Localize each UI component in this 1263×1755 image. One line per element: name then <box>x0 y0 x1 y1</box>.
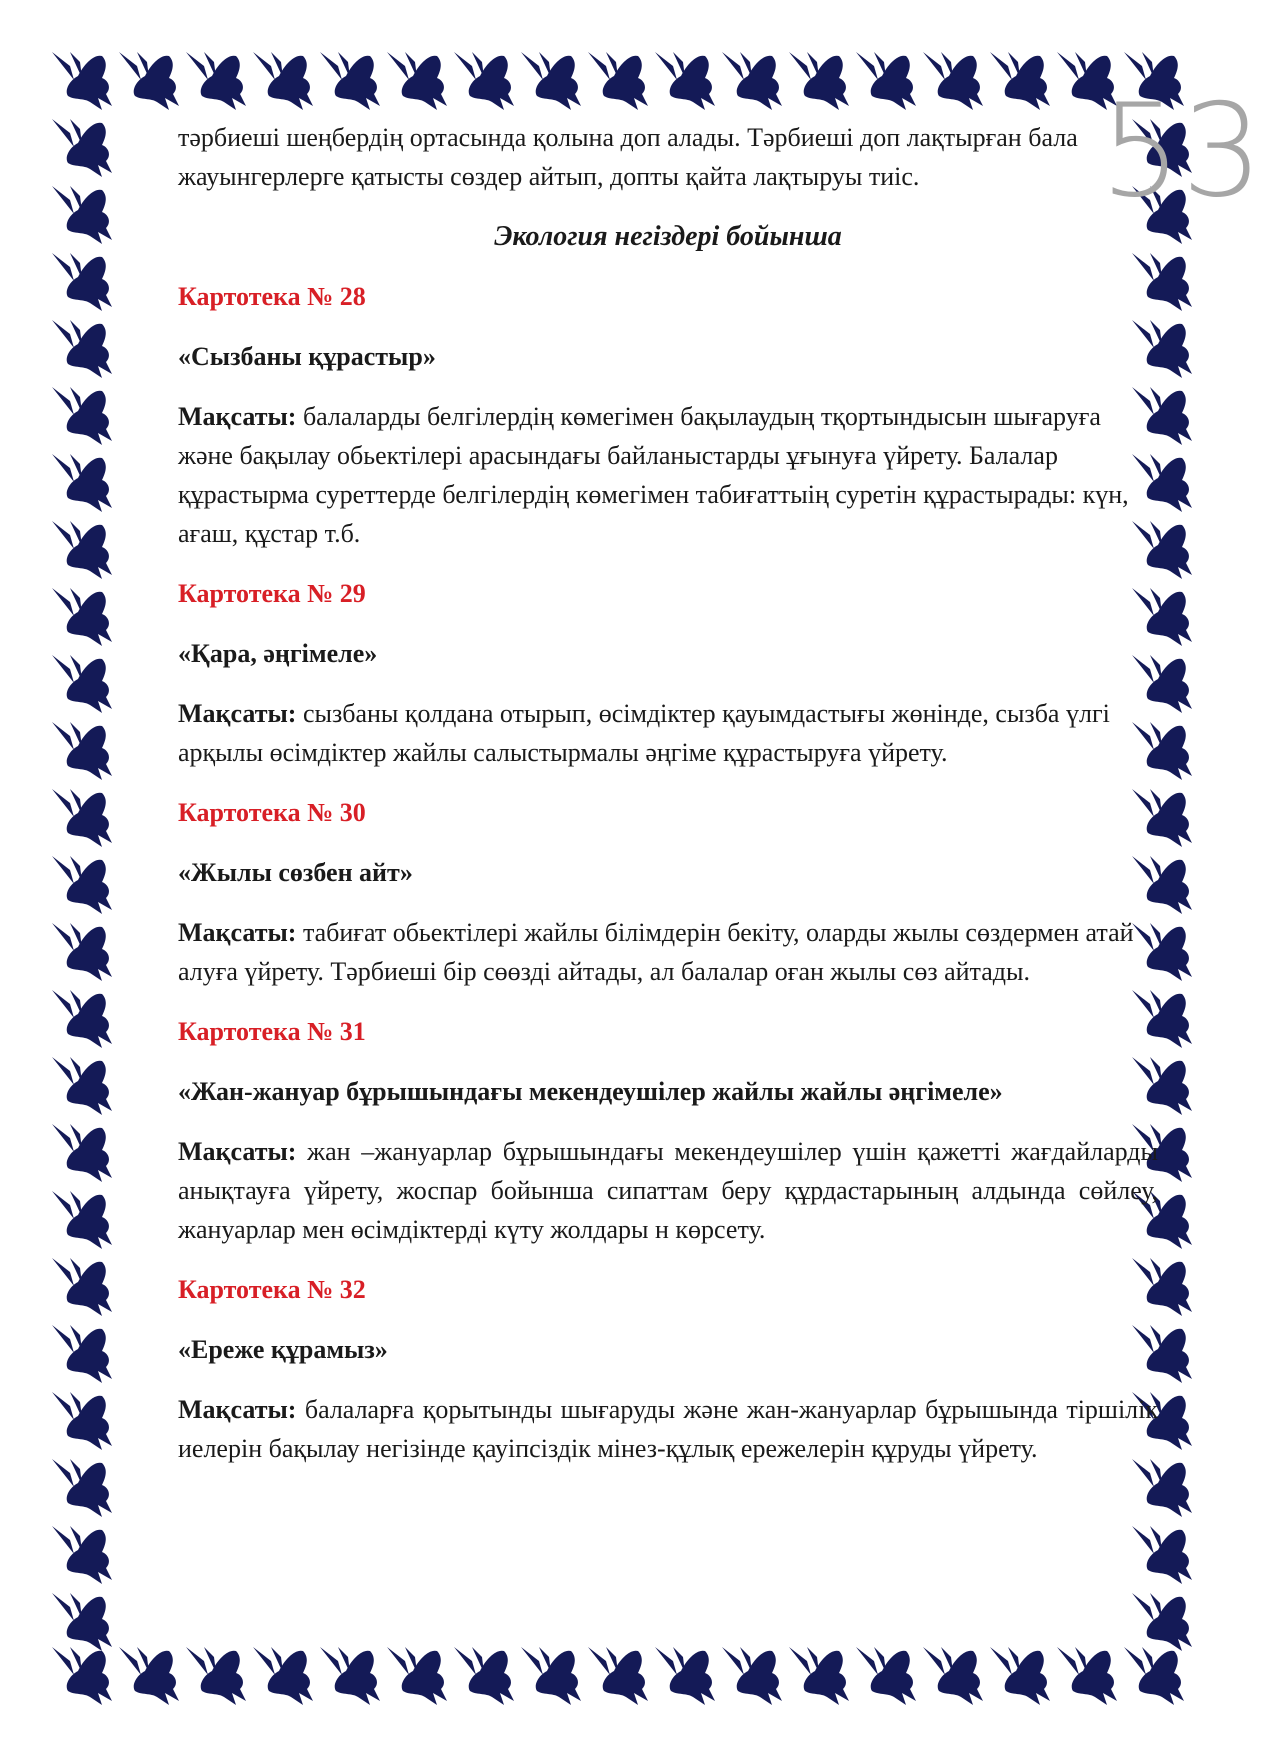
swallow-icon <box>52 1325 112 1383</box>
swallow-icon <box>52 1526 112 1584</box>
section-title: Экология негіздері бойынша <box>494 221 842 252</box>
card-30 <box>178 793 1158 991</box>
goal-text: балаларды белгілердің көмегімен бақылаудың тқортындысын шығаруға және бақылау обьектілері арасындағы байланыстарды ұғынуға үйрету. Балалар құрастырма суреттерде белгілердің көмегімен табиғаттыің суретін құрастырады: күн, ағаш, құстар т.б. <box>178 402 1129 548</box>
swallow-icon <box>789 1647 849 1705</box>
card-28 <box>178 277 1158 553</box>
card-title: «Ереже құрамыз» <box>178 1335 388 1364</box>
swallow-icon <box>52 387 112 445</box>
swallow-icon <box>52 253 112 311</box>
swallow-icon <box>119 52 179 110</box>
intro-paragraph: тәрбиеші шеңбердің ортасында қолына доп алады. Тәрбиеші доп лақтырған бала жауынгерлерге қатысты сөздер айтып, допты қайта лақтыруы тиіс. <box>178 123 1078 191</box>
swallow-icon <box>52 1124 112 1182</box>
swallow-icon <box>52 1258 112 1316</box>
swallow-icon <box>52 1191 112 1249</box>
card-title: «Сызбаны құрастыр» <box>178 342 436 371</box>
swallow-icon <box>253 1647 313 1705</box>
swallow-icon <box>588 1647 648 1705</box>
swallow-icon <box>52 588 112 646</box>
goal-label: Мақсаты: <box>178 402 297 431</box>
document-body <box>178 118 1158 1489</box>
swallow-icon <box>52 1459 112 1517</box>
swallow-icon <box>52 1647 112 1705</box>
swallow-icon <box>588 52 648 110</box>
swallow-icon <box>923 52 983 110</box>
card-goal <box>178 1132 1158 1249</box>
swallow-icon <box>52 923 112 981</box>
swallow-icon <box>52 990 112 1048</box>
swallow-icon <box>52 454 112 512</box>
swallow-icon <box>923 1647 983 1705</box>
card-number: Картотека № 31 <box>178 1017 366 1046</box>
goal-text: сызбаны қолдана отырып, өсімдіктер қауымдастығы жөнінде, сызба үлгі арқылы өсімдіктер жайлы салыстырмалы әңгіме құрастыруға үйрету. <box>178 699 1110 767</box>
swallow-icon <box>186 52 246 110</box>
goal-label: Мақсаты: <box>178 1395 297 1424</box>
swallow-icon <box>990 1647 1050 1705</box>
swallow-icon <box>186 1647 246 1705</box>
card-number: Картотека № 29 <box>178 579 366 608</box>
goal-label: Мақсаты: <box>178 699 297 728</box>
swallow-icon <box>320 1647 380 1705</box>
card-number: Картотека № 32 <box>178 1275 366 1304</box>
swallow-icon <box>454 1647 514 1705</box>
swallow-icon <box>655 1647 715 1705</box>
swallow-icon <box>521 52 581 110</box>
swallow-icon <box>52 722 112 780</box>
swallow-icon <box>521 1647 581 1705</box>
swallow-icon <box>722 1647 782 1705</box>
goal-label: Мақсаты: <box>178 1137 297 1166</box>
card-goal <box>178 1390 1158 1468</box>
card-29 <box>178 574 1158 772</box>
goal-text: жан –жануарлар бұрышындағы мекендеушілер үшін қажетті жағдайларды анықтауға үйрету, жоспар бойынша сипаттам беру құрдастарының алдында сөйлеу, жануарлар мен өсімдіктерді күту жолдары н көрсету. <box>178 1137 1158 1244</box>
page-number: 53 <box>1100 77 1263 226</box>
swallow-icon <box>253 52 313 110</box>
goal-text: табиғат обьектілері жайлы білімдерін бекіту, оларды жылы сөздермен атай алуға үйрету. Тәрбиеші бір сөөзді айтады, ал балалар оған жылы сөз айтады. <box>178 918 1134 986</box>
swallow-icon <box>856 52 916 110</box>
swallow-icon <box>856 1647 916 1705</box>
swallow-icon <box>320 52 380 110</box>
swallow-icon <box>52 1392 112 1450</box>
card-title: «Жылы сөзбен айт» <box>178 858 413 887</box>
swallow-icon <box>52 52 112 110</box>
swallow-icon <box>789 52 849 110</box>
swallow-icon <box>387 52 447 110</box>
swallow-icon <box>1124 1647 1184 1705</box>
card-goal <box>178 694 1158 772</box>
swallow-icon <box>655 52 715 110</box>
card-31 <box>178 1012 1158 1249</box>
swallow-icon <box>119 1647 179 1705</box>
swallow-icon <box>1132 1526 1192 1584</box>
goal-text: балаларға қорытынды шығаруды және жан-жануарлар бұрышында тіршілік иелерін бақылау негізінде қауіпсіздік мінез-құлық ережелерін құруды үйрету. <box>178 1395 1158 1463</box>
card-32 <box>178 1270 1158 1468</box>
swallow-icon <box>52 119 112 177</box>
swallow-icon <box>454 52 514 110</box>
swallow-icon <box>52 789 112 847</box>
card-title: «Қара, әңгімеле» <box>178 639 378 668</box>
swallow-icon <box>52 320 112 378</box>
swallow-icon <box>990 52 1050 110</box>
card-goal <box>178 397 1158 553</box>
swallow-icon <box>1057 1647 1117 1705</box>
swallow-icon <box>52 186 112 244</box>
swallow-icon <box>52 856 112 914</box>
swallow-icon <box>52 1593 112 1651</box>
swallow-icon <box>52 1057 112 1115</box>
card-goal <box>178 913 1158 991</box>
card-number: Картотека № 28 <box>178 282 366 311</box>
swallow-icon <box>387 1647 447 1705</box>
swallow-icon <box>1132 1593 1192 1651</box>
card-number: Картотека № 30 <box>178 798 366 827</box>
swallow-icon <box>52 521 112 579</box>
swallow-icon <box>52 655 112 713</box>
swallow-icon <box>722 52 782 110</box>
card-title: «Жан-жануар бұрышындағы мекендеушілер жайлы жайлы әңгімеле» <box>178 1077 1003 1106</box>
goal-label: Мақсаты: <box>178 918 297 947</box>
